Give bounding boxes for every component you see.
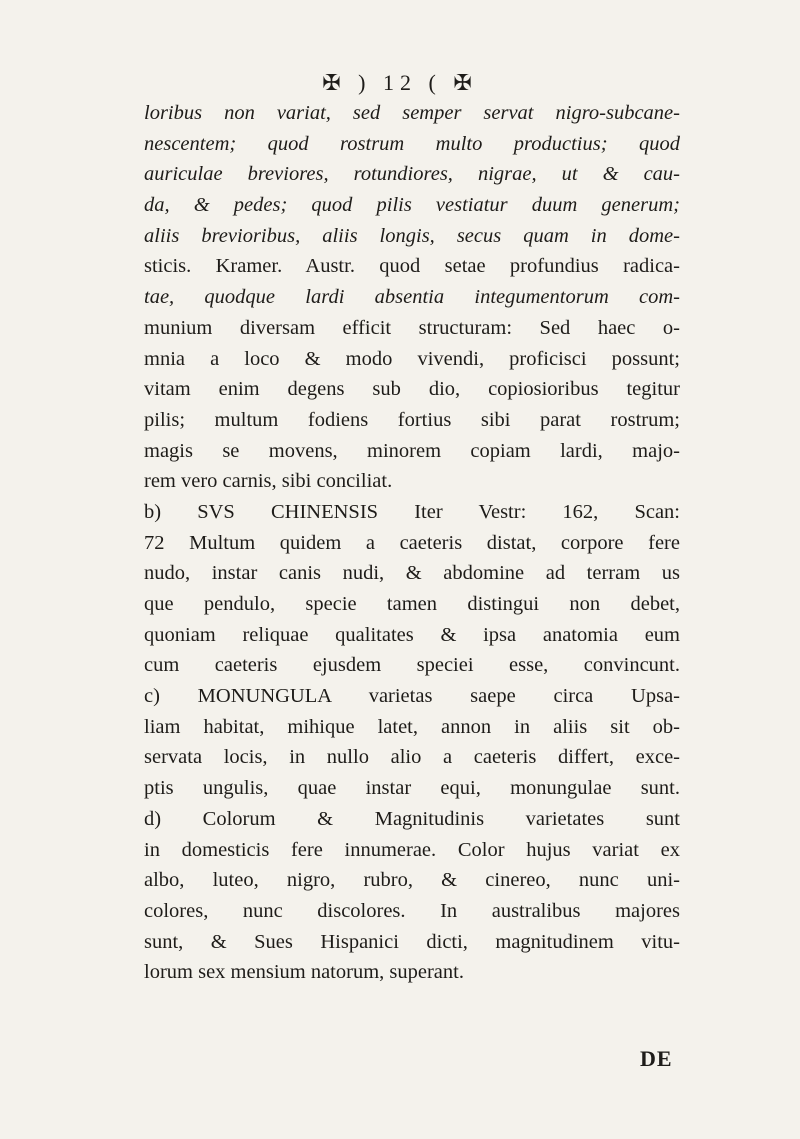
text-line: sunt, & Sues Hispanici dicti, magnitudinem vitu- [144, 930, 680, 953]
text-line: quoniam reliquae qualitates & ipsa anatomia eum [144, 623, 680, 646]
text-line: albo, luteo, nigro, rubro, & cinereo, nunc uni- [144, 869, 680, 892]
text-line: que pendulo, specie tamen distingui non debet, [144, 593, 680, 615]
text-line: mnia a loco & modo vivendi, proficisci possunt; [144, 347, 680, 370]
text-line: da, & pedes; quod pilis vestiatur duum generum; [144, 194, 680, 217]
text-line: 72 Multum quidem a caeteris distat, corpore fere [144, 531, 680, 554]
text-line: vitam enim degens sub dio, copiosioribus tegitur [144, 378, 680, 401]
text-line: b) SVS CHINENSIS Iter Vestr: 162, Scan: [144, 500, 680, 523]
text-line: aliis brevioribus, aliis longis, secus quam in dome- [144, 224, 680, 247]
text-line: auriculae breviores, rotundiores, nigrae, ut & cau- [144, 163, 680, 186]
text-line: lorum sex mensium natorum, superant. [144, 961, 464, 984]
text-line: magis se movens, minorem copiam lardi, majo- [144, 439, 680, 462]
text-line: in domesticis fere innumerae. Color hujus variat ex [144, 838, 680, 861]
text-line: sticis. Kramer. Austr. quod setae profundius radica- [144, 255, 680, 278]
text-line: c) MONUNGULA varietas saepe circa Upsa- [144, 685, 680, 708]
page-header: ✠ ) 12 ( ✠ [322, 70, 478, 95]
text-line: tae, quodque lardi absentia integumentorum com- [144, 286, 680, 309]
text-line: servata locis, in nullo alio a caeteris differt, exce- [144, 746, 680, 769]
text-line: munium diversam efficit structuram: Sed haec o- [144, 316, 680, 339]
text-line: liam habitat, mihique latet, annon in aliis sit ob- [144, 715, 680, 738]
body-text [144, 98, 680, 988]
text-line: cum caeteris ejusdem speciei esse, convincunt. [144, 654, 680, 677]
text-line: ptis ungulis, quae instar equi, monungulae sunt. [144, 777, 680, 800]
text-line: loribus non variat, sed semper servat nigro-subcane- [144, 102, 680, 124]
text-line: pilis; multum fodiens fortius sibi parat rostrum; [144, 408, 680, 431]
catchword: DE [640, 1046, 673, 1071]
text-line: d) Colorum & Magnitudinis varietates sunt [144, 807, 680, 830]
text-line: rem vero carnis, sibi conciliat. [144, 470, 393, 493]
text-line: nudo, instar canis nudi, & abdomine ad terram us [144, 562, 680, 585]
text-line: colores, nunc discolores. In australibus majores [144, 899, 680, 922]
text-line: nescentem; quod rostrum multo productius; quod [144, 132, 680, 155]
